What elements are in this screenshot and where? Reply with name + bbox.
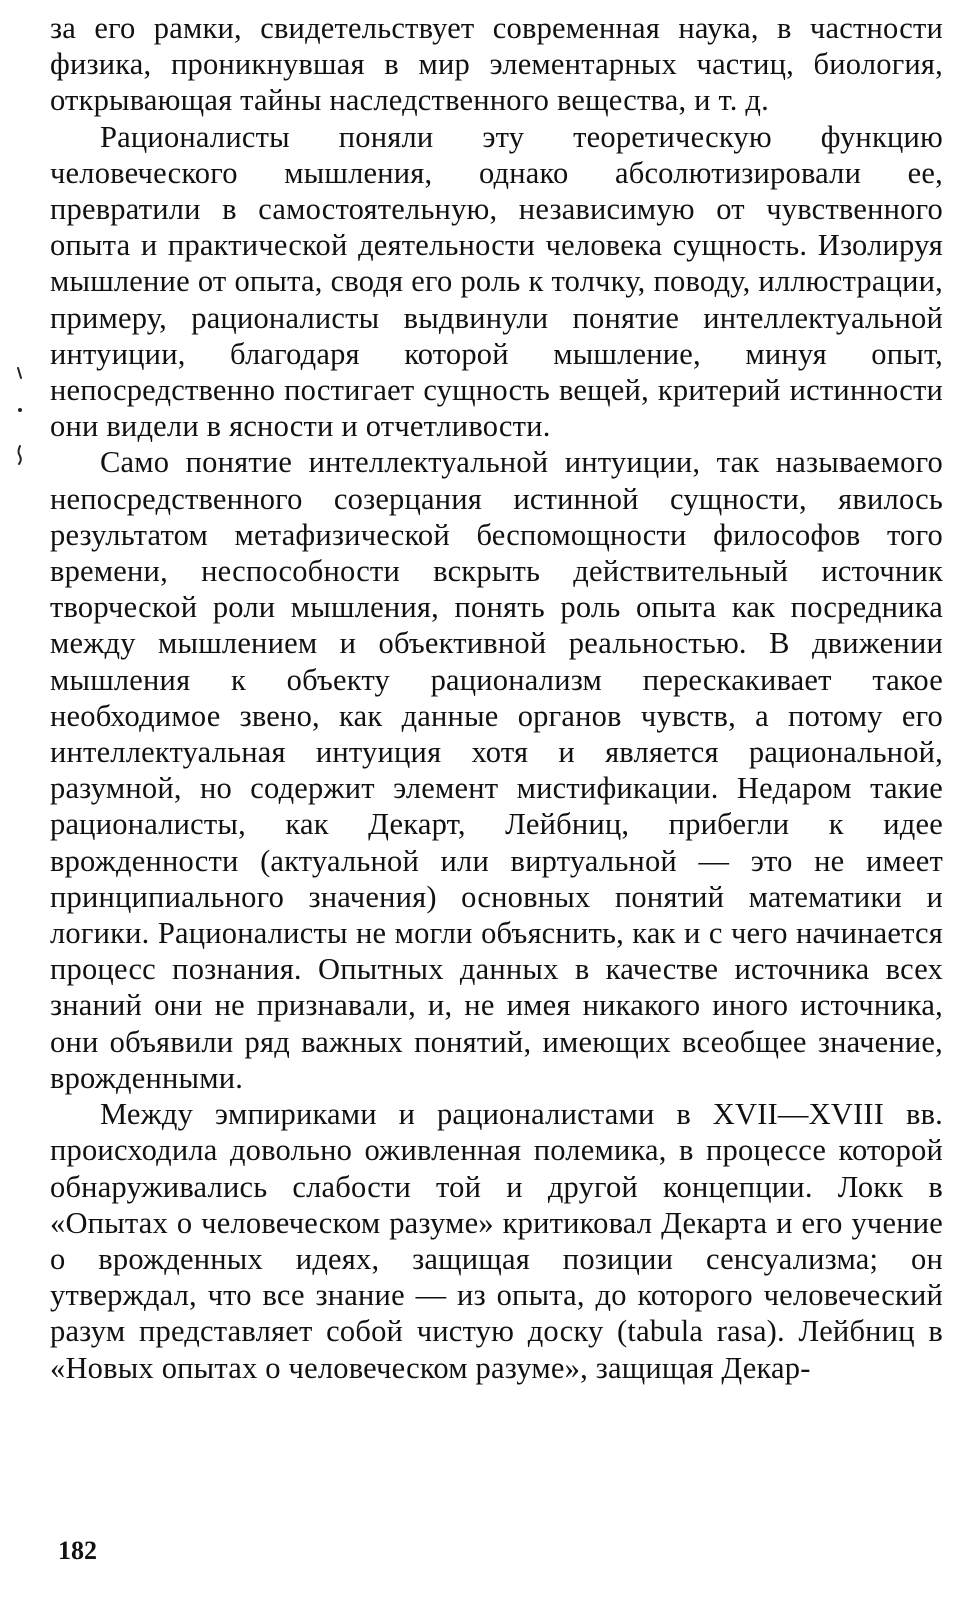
page-body bbox=[50, 10, 943, 1386]
paragraph-3: Само понятие интеллектуальной интуиции, так называемого непосредственного созерцания истинной сущности, явилось результатом метафизической беспомощности философов того времени, неспособности вскрыть действительный источник творческой роли мышления, понять роль опыта как посредника между мышлением и объективной реальностью. В движении мышления к объекту рационализм перескакивает такое необходимое звено, как данные органов чувств, а потому его интеллектуальная интуиция хотя и является рациональной, разумной, но содержит элемент мистификации. Недаром такие рационалисты, как Декарт, Лейбниц, прибегли к идее врожденности (актуальной или виртуальной — это не имеет принципиального значения) основных понятий математики и логики. Рационалисты не могли объяснить, как и с чего начинается процесс познания. Опытных данных в качестве источника всех знаний они не признавали, и, не имея никакого иного источника, они объявили ряд важных понятий, имеющих всеобщее значение, врожденными. bbox=[50, 445, 943, 1095]
page-number: 182 bbox=[58, 1536, 97, 1565]
paragraph-2: Рационалисты поняли эту теоретическую функцию человеческого мышления, однако абсолютизировали ее, превратили в самостоятельную, независимую от чувственного опыта и практической деятельности человека сущность. Изолируя мышление от опыта, сводя его роль к толчку, поводу, иллюстрации, примеру, рационалисты выдвинули понятие интеллектуальной интуиции, благодаря которой мышление, минуя опыт, непосредственно постигает сущность вещей, критерий истинности они видели в ясности и отчетливости. bbox=[50, 119, 943, 444]
margin-pencil-marks bbox=[12, 360, 26, 480]
paragraph-4: Между эмпириками и рационалистами в XVII—XVIII вв. происходила довольно оживленная полемика, в процессе которой обнаруживались слабости той и другой концепции. Локк в «Опытах о человеческом разуме» критиковал Декарта и его учение о врожденных идеях, защищая позиции сенсуализма; он утверждал, что все знание — из опыта, до которого человеческий разум представляет собой чистую доску (tabula rasa). Лейбниц в «Новых опытах о человеческом разуме», защищая Декар- bbox=[50, 1097, 943, 1385]
paragraph-1: за его рамки, свидетельствует современная наука, в частности физика, проникнувшая в мир элементарных частиц, биология, открывающая тайны наследственного вещества, и т. д. bbox=[50, 11, 943, 118]
